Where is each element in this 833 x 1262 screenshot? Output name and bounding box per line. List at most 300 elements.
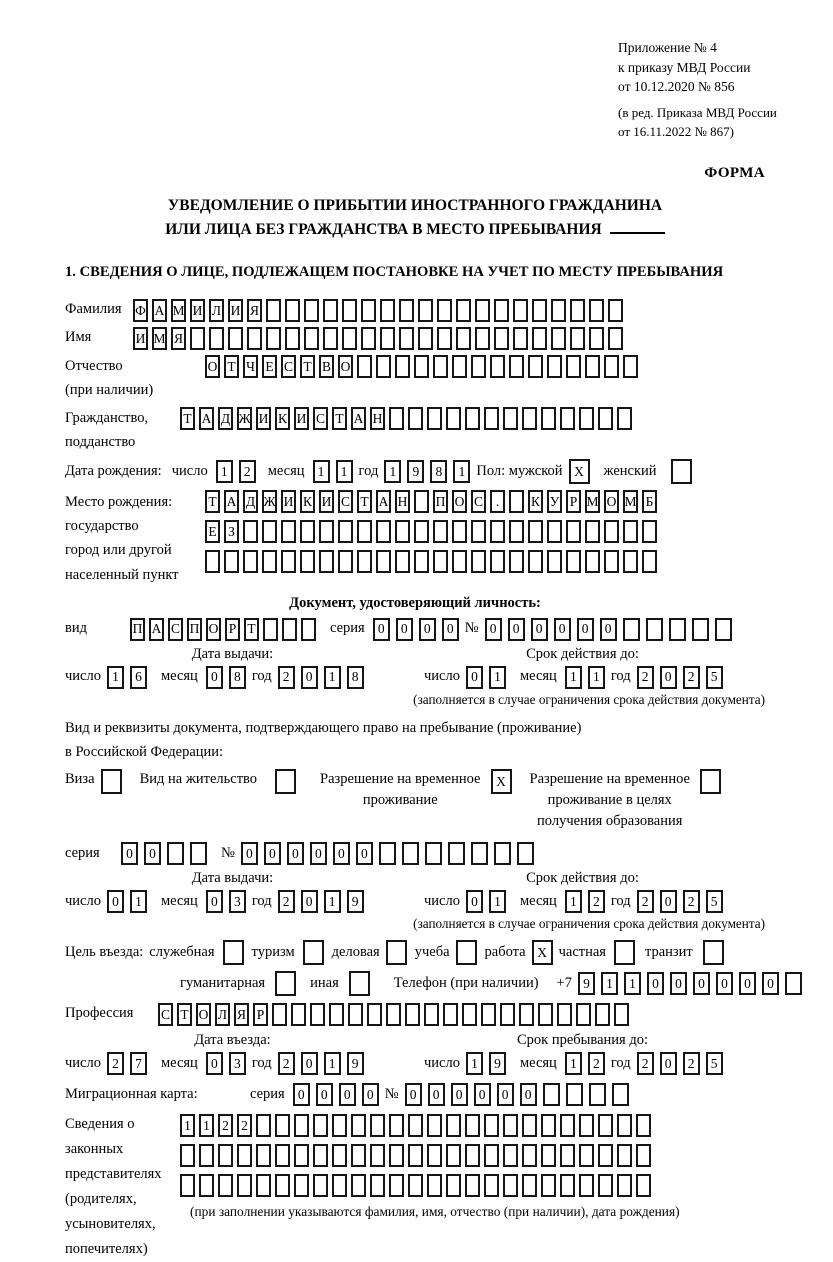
cell[interactable] [338, 550, 353, 573]
entry-day-cells[interactable] [107, 1052, 153, 1075]
residence-valid-day-cells[interactable] [466, 890, 512, 913]
cell[interactable] [642, 550, 657, 573]
cell[interactable]: 0 [339, 1083, 356, 1106]
cell[interactable]: 1 [324, 890, 341, 913]
cell[interactable] [595, 1003, 610, 1026]
cell[interactable] [543, 1083, 560, 1106]
cell[interactable] [332, 1144, 347, 1167]
cell[interactable] [319, 520, 334, 543]
cell[interactable] [475, 327, 490, 350]
cell[interactable] [332, 1174, 347, 1197]
cell[interactable] [414, 490, 429, 513]
cell[interactable]: 6 [130, 666, 147, 689]
cell[interactable] [380, 327, 395, 350]
cell[interactable] [598, 1174, 613, 1197]
cell[interactable] [386, 1003, 401, 1026]
cell[interactable] [408, 1114, 423, 1137]
cell[interactable]: 0 [474, 1083, 491, 1106]
cell[interactable] [282, 618, 297, 641]
cell[interactable]: 0 [264, 842, 281, 865]
cell[interactable] [190, 842, 207, 865]
cell[interactable] [433, 520, 448, 543]
cell[interactable] [218, 1174, 233, 1197]
cell[interactable]: Е [262, 355, 277, 378]
cell[interactable] [418, 327, 433, 350]
cell[interactable]: Ж [262, 490, 277, 513]
cell[interactable] [541, 1114, 556, 1137]
cell[interactable] [275, 1144, 290, 1167]
cell[interactable] [484, 1114, 499, 1137]
cell[interactable] [623, 618, 640, 641]
cell[interactable] [427, 1144, 442, 1167]
cell[interactable]: Е [205, 520, 220, 543]
cell[interactable]: Т [332, 407, 347, 430]
cell[interactable]: 0 [396, 618, 413, 641]
purpose-business-checkbox[interactable] [386, 940, 407, 965]
cell[interactable] [579, 1114, 594, 1137]
cell[interactable] [338, 520, 353, 543]
cell[interactable] [266, 299, 281, 322]
cell[interactable]: Т [244, 618, 259, 641]
cell[interactable]: Т [180, 407, 195, 430]
cell[interactable]: 0 [577, 618, 594, 641]
cell[interactable] [294, 1114, 309, 1137]
cell[interactable] [608, 299, 623, 322]
cell[interactable]: 0 [405, 1083, 422, 1106]
cell[interactable] [598, 407, 613, 430]
cell[interactable] [376, 355, 391, 378]
cell[interactable]: О [604, 490, 619, 513]
purpose-private-checkbox[interactable] [614, 940, 635, 965]
cell[interactable]: Н [395, 490, 410, 513]
cell[interactable]: И [294, 407, 309, 430]
cell[interactable] [294, 1144, 309, 1167]
cell[interactable] [671, 459, 692, 484]
cell[interactable]: П [433, 490, 448, 513]
cell[interactable] [513, 327, 528, 350]
cell[interactable]: 0 [206, 1052, 223, 1075]
cell[interactable] [547, 520, 562, 543]
cell[interactable] [612, 1083, 629, 1106]
cell[interactable]: 2 [637, 1052, 654, 1075]
cell[interactable] [494, 299, 509, 322]
cell[interactable]: X [491, 769, 512, 794]
cell[interactable]: 0 [600, 618, 617, 641]
cell[interactable] [576, 1003, 591, 1026]
cell[interactable] [566, 550, 581, 573]
cell[interactable] [646, 618, 663, 641]
cell[interactable]: 1 [601, 972, 618, 995]
cell[interactable] [519, 1003, 534, 1026]
cell[interactable]: К [300, 490, 315, 513]
cell[interactable]: 0 [293, 1083, 310, 1106]
cell[interactable] [623, 550, 638, 573]
name-cells[interactable] [133, 327, 627, 350]
cell[interactable] [503, 1114, 518, 1137]
cell[interactable]: 2 [278, 1052, 295, 1075]
cell[interactable] [570, 327, 585, 350]
cell[interactable]: 8 [229, 666, 246, 689]
cell[interactable]: 0 [419, 618, 436, 641]
cell[interactable]: 1 [588, 666, 605, 689]
cell[interactable]: 0 [310, 842, 327, 865]
cell[interactable]: Р [253, 1003, 268, 1026]
cell[interactable]: А [376, 490, 391, 513]
cell[interactable]: 2 [683, 666, 700, 689]
cell[interactable]: 3 [229, 890, 246, 913]
cell[interactable]: М [152, 327, 167, 350]
cell[interactable] [313, 1144, 328, 1167]
purpose-humanitarian-checkbox[interactable] [275, 971, 296, 996]
cell[interactable] [243, 520, 258, 543]
cell[interactable] [490, 520, 505, 543]
cell[interactable]: 2 [278, 890, 295, 913]
cell[interactable] [370, 1114, 385, 1137]
cell[interactable]: Л [215, 1003, 230, 1026]
phone-cells[interactable] [578, 972, 808, 995]
cell[interactable]: Т [300, 355, 315, 378]
cell[interactable]: Ф [133, 299, 148, 322]
cell[interactable] [180, 1174, 195, 1197]
cell[interactable]: 5 [706, 666, 723, 689]
cell[interactable]: 1 [324, 666, 341, 689]
migration-series-cells[interactable] [293, 1083, 385, 1106]
purpose-work-checkbox[interactable] [532, 940, 553, 965]
cell[interactable]: 1 [489, 666, 506, 689]
doc-series-cells[interactable] [373, 618, 465, 641]
cell[interactable] [446, 1114, 461, 1137]
cell[interactable] [617, 1174, 632, 1197]
cell[interactable] [303, 940, 324, 965]
cell[interactable]: 0 [466, 666, 483, 689]
cell[interactable] [446, 407, 461, 430]
cell[interactable] [456, 327, 471, 350]
cell[interactable]: О [205, 355, 220, 378]
cell[interactable]: Ж [237, 407, 252, 430]
cell[interactable] [452, 550, 467, 573]
cell[interactable]: Б [642, 490, 657, 513]
cell[interactable] [604, 355, 619, 378]
cell[interactable] [376, 520, 391, 543]
cell[interactable] [304, 299, 319, 322]
cell[interactable] [389, 407, 404, 430]
cell[interactable]: 0 [301, 890, 318, 913]
cell[interactable] [351, 1174, 366, 1197]
cell[interactable]: С [471, 490, 486, 513]
cell[interactable] [614, 940, 635, 965]
birthplace-row2-cells[interactable] [205, 520, 661, 543]
cell[interactable] [237, 1174, 252, 1197]
cell[interactable] [310, 1003, 325, 1026]
cell[interactable] [642, 520, 657, 543]
cell[interactable] [275, 971, 296, 996]
cell[interactable] [547, 355, 562, 378]
cell[interactable] [560, 1114, 575, 1137]
cell[interactable] [509, 550, 524, 573]
cell[interactable]: З [224, 520, 239, 543]
cell[interactable] [598, 1144, 613, 1167]
cell[interactable] [471, 842, 488, 865]
cell[interactable] [456, 940, 477, 965]
purpose-official-checkbox[interactable] [223, 940, 244, 965]
cell[interactable] [427, 1114, 442, 1137]
cell[interactable]: О [206, 618, 221, 641]
cell[interactable] [285, 299, 300, 322]
cell[interactable]: 0 [442, 618, 459, 641]
cell[interactable] [376, 550, 391, 573]
cell[interactable] [205, 550, 220, 573]
cell[interactable]: 0 [428, 1083, 445, 1106]
cell[interactable] [256, 1144, 271, 1167]
cell[interactable] [471, 355, 486, 378]
cell[interactable] [465, 1174, 480, 1197]
cell[interactable] [617, 1114, 632, 1137]
cell[interactable]: 0 [316, 1083, 333, 1106]
cell[interactable] [414, 520, 429, 543]
cell[interactable]: 0 [451, 1083, 468, 1106]
cell[interactable] [636, 1174, 651, 1197]
cell[interactable]: С [313, 407, 328, 430]
cell[interactable] [617, 1144, 632, 1167]
cell[interactable] [313, 1114, 328, 1137]
cell[interactable]: 0 [693, 972, 710, 995]
cell[interactable]: И [281, 490, 296, 513]
cell[interactable]: 0 [485, 618, 502, 641]
cell[interactable]: 1 [180, 1114, 195, 1137]
cell[interactable] [509, 490, 524, 513]
cell[interactable]: 5 [706, 1052, 723, 1075]
cell[interactable]: 2 [237, 1114, 252, 1137]
cell[interactable] [551, 299, 566, 322]
birth-year-cells[interactable] [384, 460, 476, 483]
residence-issue-day-cells[interactable] [107, 890, 153, 913]
cell[interactable] [433, 550, 448, 573]
cell[interactable] [357, 520, 372, 543]
cell[interactable]: Я [171, 327, 186, 350]
cell[interactable] [342, 327, 357, 350]
cell[interactable] [223, 940, 244, 965]
cell[interactable] [566, 520, 581, 543]
cell[interactable]: А [149, 618, 164, 641]
cell[interactable]: 1 [565, 890, 582, 913]
cell[interactable]: X [532, 940, 553, 965]
cell[interactable]: Я [247, 299, 262, 322]
cell[interactable]: 0 [716, 972, 733, 995]
cell[interactable] [484, 407, 499, 430]
cell[interactable] [399, 327, 414, 350]
cell[interactable] [199, 1174, 214, 1197]
cell[interactable] [281, 550, 296, 573]
cell[interactable] [579, 1144, 594, 1167]
cell[interactable]: 0 [554, 618, 571, 641]
cell[interactable] [395, 520, 410, 543]
cell[interactable]: 1 [565, 1052, 582, 1075]
cell[interactable] [405, 1003, 420, 1026]
cell[interactable] [669, 618, 686, 641]
cell[interactable] [408, 1144, 423, 1167]
cell[interactable] [367, 1003, 382, 1026]
cell[interactable] [218, 1144, 233, 1167]
cell[interactable]: 0 [670, 972, 687, 995]
cell[interactable] [490, 550, 505, 573]
visa-checkbox[interactable] [101, 769, 122, 794]
valid-month-cells[interactable] [565, 666, 611, 689]
birthplace-row1-cells[interactable] [205, 490, 661, 513]
cell[interactable] [285, 327, 300, 350]
cell[interactable]: 1 [107, 666, 124, 689]
cell[interactable] [465, 407, 480, 430]
cell[interactable]: 0 [660, 1052, 677, 1075]
cell[interactable] [243, 550, 258, 573]
cell[interactable] [636, 1114, 651, 1137]
cell[interactable] [427, 1174, 442, 1197]
cell[interactable] [380, 299, 395, 322]
cell[interactable] [522, 1114, 537, 1137]
cell[interactable] [370, 1144, 385, 1167]
cell[interactable]: 0 [466, 890, 483, 913]
cell[interactable]: 0 [301, 666, 318, 689]
cell[interactable] [190, 327, 205, 350]
cell[interactable]: 8 [347, 666, 364, 689]
cell[interactable] [418, 299, 433, 322]
cell[interactable] [402, 842, 419, 865]
cell[interactable] [522, 407, 537, 430]
cell[interactable] [557, 1003, 572, 1026]
cell[interactable] [425, 842, 442, 865]
cell[interactable]: М [623, 490, 638, 513]
purpose-tourism-checkbox[interactable] [303, 940, 324, 965]
cell[interactable]: 0 [144, 842, 161, 865]
cell[interactable] [522, 1144, 537, 1167]
issue-day-cells[interactable] [107, 666, 153, 689]
residence-valid-month-cells[interactable] [565, 890, 611, 913]
cell[interactable]: 9 [347, 890, 364, 913]
cell[interactable] [570, 299, 585, 322]
cell[interactable] [437, 299, 452, 322]
cell[interactable]: 1 [453, 460, 470, 483]
citizenship-cells[interactable] [180, 407, 636, 430]
cell[interactable]: 0 [121, 842, 138, 865]
cell[interactable] [224, 550, 239, 573]
cell[interactable]: 2 [637, 666, 654, 689]
cell[interactable] [589, 299, 604, 322]
cell[interactable] [167, 842, 184, 865]
cell[interactable]: Т [177, 1003, 192, 1026]
cell[interactable] [585, 520, 600, 543]
cell[interactable]: 1 [384, 460, 401, 483]
cell[interactable] [389, 1114, 404, 1137]
cell[interactable] [414, 550, 429, 573]
cell[interactable] [275, 1114, 290, 1137]
cell[interactable]: С [158, 1003, 173, 1026]
patronymic-cells[interactable] [205, 355, 642, 378]
cell[interactable]: Р [225, 618, 240, 641]
cell[interactable]: 1 [466, 1052, 483, 1075]
cell[interactable] [528, 520, 543, 543]
cell[interactable] [313, 1174, 328, 1197]
surname-cells[interactable] [133, 299, 627, 322]
cell[interactable]: О [338, 355, 353, 378]
cell[interactable] [319, 550, 334, 573]
cell[interactable] [471, 550, 486, 573]
representatives-row2-cells[interactable] [180, 1144, 680, 1167]
cell[interactable] [608, 327, 623, 350]
cell[interactable]: А [351, 407, 366, 430]
representatives-row3-cells[interactable] [180, 1174, 680, 1197]
cell[interactable]: 0 [660, 666, 677, 689]
cell[interactable]: 1 [216, 460, 233, 483]
cell[interactable]: 2 [588, 1052, 605, 1075]
cell[interactable]: И [133, 327, 148, 350]
cell[interactable]: М [585, 490, 600, 513]
cell[interactable] [437, 327, 452, 350]
cell[interactable] [500, 1003, 515, 1026]
cell[interactable]: К [528, 490, 543, 513]
cell[interactable] [560, 1174, 575, 1197]
cell[interactable] [715, 618, 732, 641]
cell[interactable]: М [171, 299, 186, 322]
cell[interactable] [281, 520, 296, 543]
cell[interactable] [263, 618, 278, 641]
cell[interactable] [351, 1114, 366, 1137]
cell[interactable] [395, 355, 410, 378]
cell[interactable] [237, 1144, 252, 1167]
cell[interactable] [301, 618, 316, 641]
cell[interactable]: 2 [239, 460, 256, 483]
cell[interactable] [266, 327, 281, 350]
cell[interactable]: Т [205, 490, 220, 513]
cell[interactable] [386, 940, 407, 965]
cell[interactable]: С [168, 618, 183, 641]
cell[interactable] [462, 1003, 477, 1026]
cell[interactable] [560, 1144, 575, 1167]
cell[interactable] [228, 327, 243, 350]
cell[interactable] [494, 327, 509, 350]
temp-residence-education-checkbox[interactable] [700, 769, 721, 794]
cell[interactable]: Ч [243, 355, 258, 378]
cell[interactable] [541, 1144, 556, 1167]
cell[interactable] [585, 550, 600, 573]
cell[interactable]: 0 [497, 1083, 514, 1106]
cell[interactable]: П [187, 618, 202, 641]
cell[interactable]: 0 [287, 842, 304, 865]
cell[interactable] [361, 327, 376, 350]
cell[interactable]: 0 [520, 1083, 537, 1106]
residence-issue-year-cells[interactable] [278, 890, 370, 913]
cell[interactable]: 0 [107, 890, 124, 913]
profession-cells[interactable] [158, 1003, 633, 1026]
cell[interactable] [494, 842, 511, 865]
cell[interactable] [323, 299, 338, 322]
cell[interactable] [484, 1174, 499, 1197]
cell[interactable] [332, 1114, 347, 1137]
doc-kind-cells[interactable] [130, 618, 320, 641]
cell[interactable] [256, 1114, 271, 1137]
residence-number-cells[interactable] [241, 842, 540, 865]
cell[interactable]: 7 [130, 1052, 147, 1075]
cell[interactable] [433, 355, 448, 378]
cell[interactable] [490, 355, 505, 378]
cell[interactable]: 2 [107, 1052, 124, 1075]
cell[interactable]: Т [224, 355, 239, 378]
cell[interactable] [370, 1174, 385, 1197]
cell[interactable] [579, 407, 594, 430]
cell[interactable]: Л [209, 299, 224, 322]
temp-residence-checkbox[interactable] [491, 769, 512, 794]
cell[interactable] [448, 842, 465, 865]
cell[interactable] [589, 327, 604, 350]
cell[interactable] [300, 550, 315, 573]
